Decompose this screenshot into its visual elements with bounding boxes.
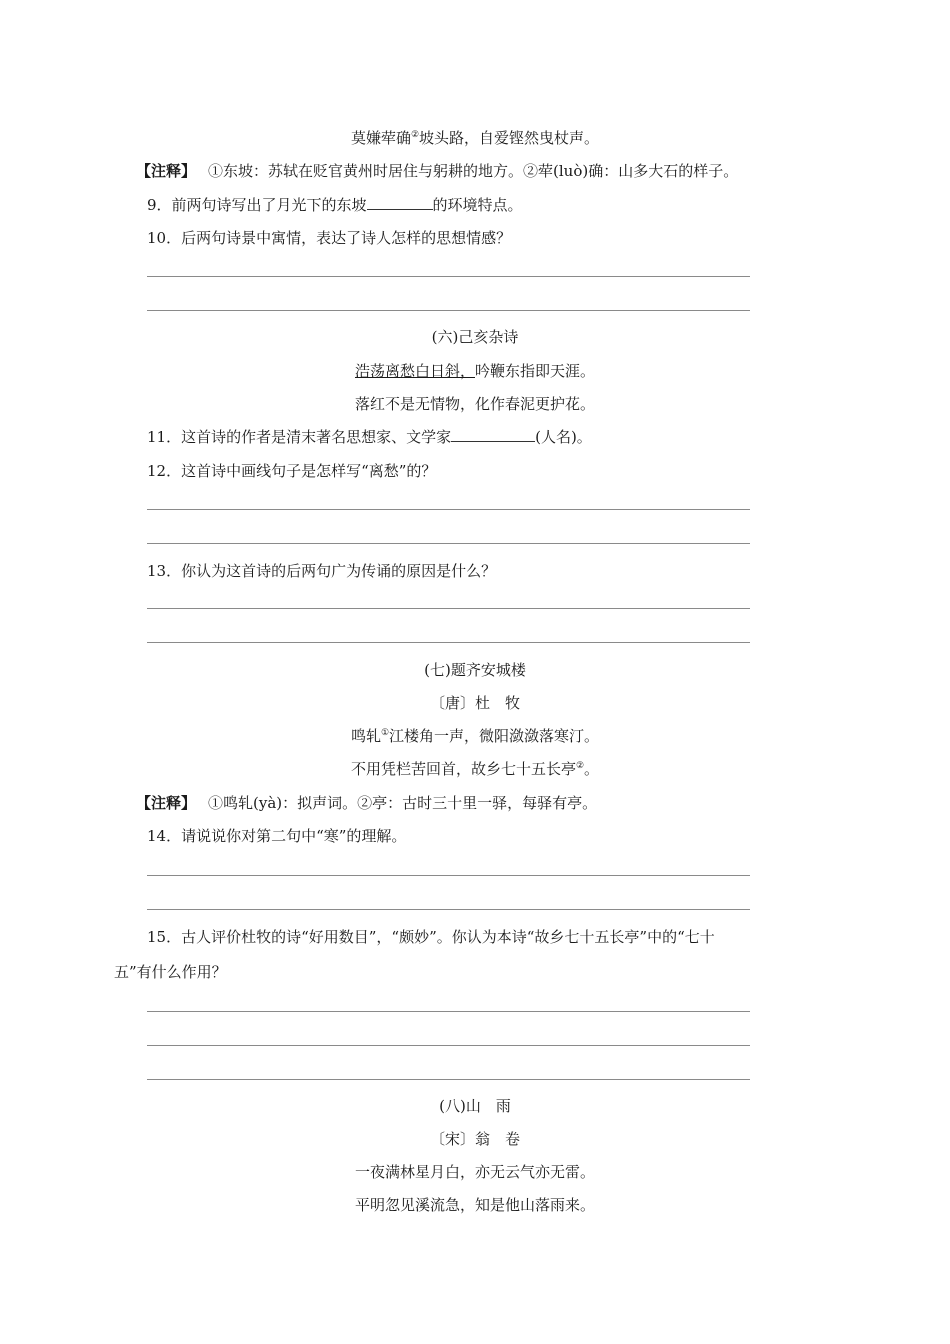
footnote-marker: ① bbox=[380, 728, 390, 738]
footnote-marker: ② bbox=[575, 761, 585, 771]
annotation-text: ①鸣轧(yà)：拟声词。②亭：古时三十里一驿，每驿有亭。 bbox=[208, 794, 598, 812]
poem-title: (七)题齐安城楼 bbox=[424, 661, 526, 679]
answer-line[interactable] bbox=[147, 1045, 750, 1046]
answer-line[interactable] bbox=[147, 642, 750, 643]
answer-line[interactable] bbox=[147, 310, 750, 311]
answer-line[interactable] bbox=[147, 1011, 750, 1012]
answer-line[interactable] bbox=[147, 276, 750, 277]
poem-line: 浩荡离愁白日斜，吟鞭东指即天涯。 bbox=[354, 362, 596, 380]
underlined-sentence: 浩荡离愁白日斜， bbox=[354, 362, 475, 380]
poem-title: (八)山 雨 bbox=[439, 1097, 511, 1115]
poem-line: 一夜满林星月白，亦无云气亦无雷。 bbox=[354, 1163, 595, 1181]
poem-line: 平明忽见溪流急，知是他山落雨来。 bbox=[354, 1196, 595, 1214]
poem-line: 莫嫌荦确②坡头路，自爱铿然曳杖声。 bbox=[350, 129, 600, 147]
poem-author: 〔唐〕杜 牧 bbox=[429, 694, 520, 712]
annotation-text: ①东坡：苏轼在贬官黄州时居住与躬耕的地方。②荦(luò)确：山多大石的样子。 bbox=[208, 162, 739, 180]
annotation-label: 【注释】 bbox=[136, 162, 197, 180]
poem-line: 鸣轧①江楼角一声，微阳潋潋落寒汀。 bbox=[350, 727, 600, 745]
question-12: 12．这首诗中画线句子是怎样写“离愁”的？ bbox=[147, 462, 437, 480]
annotation bbox=[136, 161, 738, 181]
question-10: 10．后两句诗景中寓情，表达了诗人怎样的思想情感？ bbox=[147, 229, 512, 247]
question-9: 9．前两句诗写出了月光下的东坡 的环境特点。 bbox=[147, 196, 523, 214]
answer-line[interactable] bbox=[147, 608, 750, 609]
answer-line[interactable] bbox=[147, 1079, 750, 1080]
poem-title: (六)己亥杂诗 bbox=[431, 328, 519, 346]
poem-line: 不用凭栏苦回首，故乡七十五长亭②。 bbox=[350, 760, 600, 778]
answer-line[interactable] bbox=[147, 875, 750, 876]
answer-blank[interactable] bbox=[451, 441, 535, 442]
answer-blank[interactable] bbox=[367, 209, 433, 210]
answer-line[interactable] bbox=[147, 909, 750, 910]
annotation-label: 【注释】 bbox=[136, 794, 197, 812]
poem-author: 〔宋〕翁 卷 bbox=[429, 1130, 520, 1148]
question-15: 15．古人评价杜牧的诗“好用数目”，“颇妙”。你认为本诗“故乡七十五长亭”中的“七十 bbox=[147, 928, 715, 946]
question-11: 11．这首诗的作者是清末著名思想家、文学家 (人名)。 bbox=[147, 428, 592, 446]
annotation bbox=[136, 793, 597, 813]
answer-line[interactable] bbox=[147, 543, 750, 544]
question-15-continued: 五”有什么作用？ bbox=[114, 963, 227, 981]
question-14: 14．请说说你对第二句中“寒”的理解。 bbox=[147, 827, 407, 845]
answer-line[interactable] bbox=[147, 509, 750, 510]
footnote-marker: ② bbox=[410, 130, 420, 140]
poem-line: 落红不是无情物，化作春泥更护花。 bbox=[354, 395, 595, 413]
question-13: 13．你认为这首诗的后两句广为传诵的原因是什么？ bbox=[147, 562, 497, 580]
